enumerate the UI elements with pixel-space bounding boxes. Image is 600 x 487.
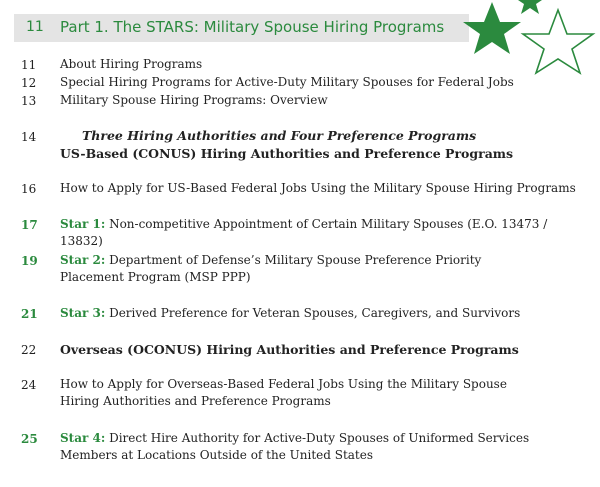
star-4-text: Direct Hire Authority for Active-Duty Spouses of Uniformed Services Members at Locations Outside of the United States [60,431,530,462]
toc-entry-apply-overseas[interactable]: How to Apply for Overseas-Based Federal Jobs Using the Military Spouse Hiring Authorities and Preference Programs [60,377,507,408]
toc-entry-star-1[interactable] [60,216,580,250]
star-3-text: Derived Preference for Veteran Spouses, Caregivers, and Survivors [105,306,521,320]
star-3-label: Star 3: [60,306,106,320]
star-2-label: Star 2: [60,253,106,267]
toc-page-number: 25 [21,432,38,446]
toc-entry-oconus-authorities[interactable]: Overseas (OCONUS) Hiring Authorities and Preference Programs [60,342,519,357]
toc-entry-star-2[interactable] [60,252,530,286]
toc-page-number: 22 [21,343,37,357]
toc-page-number: 13 [21,94,37,108]
toc-page-number: 21 [21,307,38,321]
filled-star-icon [463,2,521,54]
toc-entry-star-3[interactable] [60,305,580,322]
toc-page-number: 12 [21,76,37,90]
star-2-text: Department of Defense’s Military Spouse Preference Priority Placement Program (MSP PPP) [60,253,482,284]
toc-entry-programs-overview[interactable]: Military Spouse Hiring Programs: Overview [60,93,328,107]
toc-entry-star-4[interactable] [60,430,570,464]
small-star-icon [515,0,545,14]
toc-entry-apply-us-based[interactable]: How to Apply for US-Based Federal Jobs Using the Military Spouse Hiring Programs [60,181,576,195]
toc-page-number: 14 [21,130,37,144]
star-4-label: Star 4: [60,431,106,445]
toc-page-number: 19 [21,254,38,268]
toc-page-number: 16 [21,182,37,196]
toc-entry-special-hiring-programs[interactable]: Special Hiring Programs for Active-Duty Military Spouses for Federal Jobs [60,75,514,89]
toc-entry-conus-authorities[interactable]: US-Based (CONUS) Hiring Authorities and Preference Programs [60,146,514,161]
section-page-number: 11 [26,19,44,35]
toc-page-number: 24 [21,378,37,392]
toc-page-number: 11 [21,58,37,72]
toc-page-number: 17 [21,218,38,232]
toc-entry-about-hiring-programs[interactable]: About Hiring Programs [60,57,203,71]
section-title: Part 1. The STARS: Military Spouse Hiring Programs [60,18,445,36]
star-1-text: Non-competitive Appointment of Certain Military Spouses (E.O. 13473 / 13832) [60,217,548,248]
star-1-label: Star 1: [60,217,106,231]
toc-subtitle-three-authorities: Three Hiring Authorities and Four Preference Programs [82,128,477,143]
